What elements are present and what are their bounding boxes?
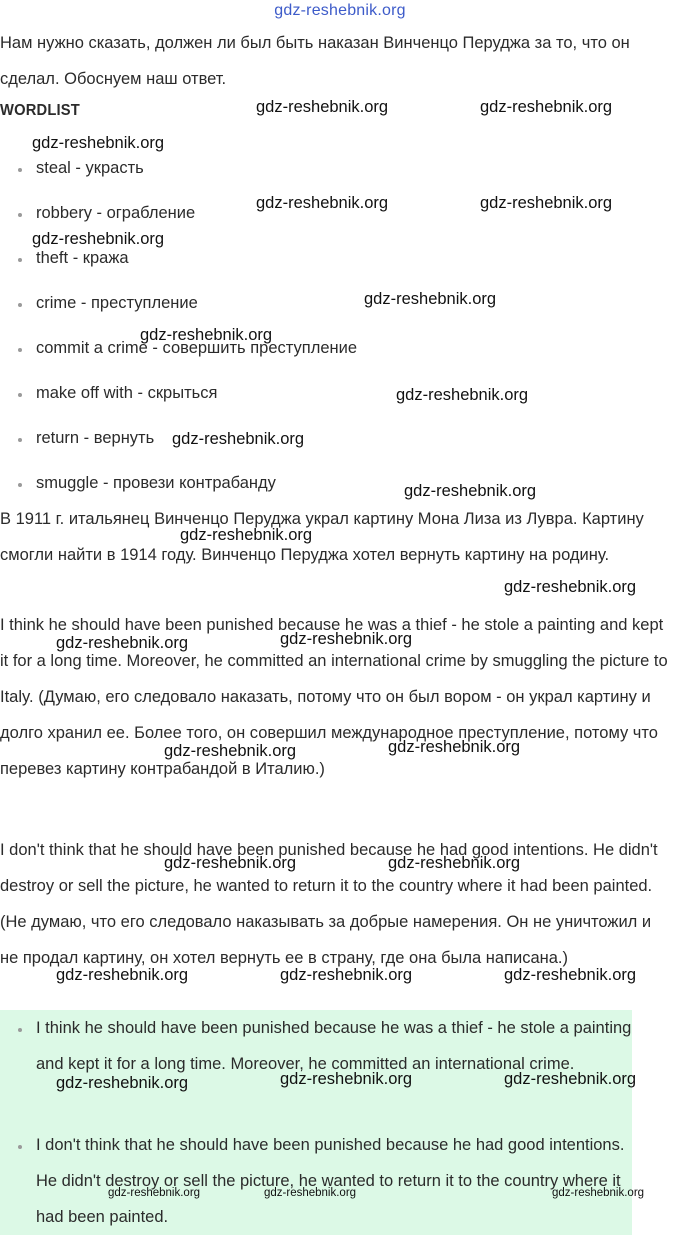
wordlist-heading: WORDLIST: [0, 102, 80, 119]
watermark: gdz-reshebnik.org: [280, 630, 413, 648]
site-watermark-header[interactable]: gdz-reshebnik.org: [274, 2, 406, 19]
watermark: gdz-reshebnik.org: [180, 526, 313, 544]
watermark: gdz-reshebnik.org: [388, 738, 521, 756]
watermark: gdz-reshebnik.org: [108, 1187, 201, 1199]
wordlist-item: make off with - скрыться: [36, 384, 218, 402]
bullet-icon: [18, 393, 22, 397]
wordlist-item: robbery - ограбление: [36, 204, 196, 222]
watermark: gdz-reshebnik.org: [56, 1074, 189, 1092]
watermark: gdz-reshebnik.org: [396, 386, 529, 404]
watermark: gdz-reshebnik.org: [504, 578, 637, 596]
watermark: gdz-reshebnik.org: [280, 1070, 413, 1088]
bullet-icon: [18, 348, 22, 352]
watermark: gdz-reshebnik.org: [388, 854, 521, 872]
watermark: gdz-reshebnik.org: [364, 290, 497, 308]
bullet-icon: [18, 213, 22, 217]
bullet-icon: [18, 438, 22, 442]
bullet-icon: [18, 1028, 22, 1032]
watermark: gdz-reshebnik.org: [480, 98, 613, 116]
wordlist-item: steal - украсть: [36, 159, 144, 177]
wordlist-item: crime - преступление: [36, 294, 198, 312]
watermark: gdz-reshebnik.org: [56, 966, 189, 984]
wordlist-item: theft - кража: [36, 249, 129, 267]
summary-item: I don't think that he should have been punished because he had good intentions. He didn't destroy or sell the picture, he wanted to return it to the country where it had been painted.: [36, 1136, 625, 1226]
watermark: gdz-reshebnik.org: [164, 854, 297, 872]
bullet-icon: [18, 1145, 22, 1149]
summary-box: [0, 1010, 632, 1235]
watermark: gdz-reshebnik.org: [404, 482, 537, 500]
watermark: gdz-reshebnik.org: [140, 326, 273, 344]
watermark: gdz-reshebnik.org: [56, 634, 189, 652]
bullet-icon: [18, 303, 22, 307]
watermark: gdz-reshebnik.org: [32, 230, 165, 248]
watermark: gdz-reshebnik.org: [480, 194, 613, 212]
bullet-icon: [18, 258, 22, 262]
wordlist-item: smuggle - провези контрабанду: [36, 474, 276, 492]
watermark: gdz-reshebnik.org: [172, 430, 305, 448]
intro-paragraph: Нам нужно сказать, должен ли был быть наказан Винченцо Перуджа за то, что он сделал. Обоснуем наш ответ.: [0, 34, 630, 88]
watermark: gdz-reshebnik.org: [504, 1070, 637, 1088]
watermark: gdz-reshebnik.org: [164, 742, 297, 760]
answer-paragraph-1: I think he should have been punished because he was a thief - he stole a painting and kept it for a long time. Moreover, he committed an international crime by smuggling the picture to Italy. (Думаю, его следовало наказать, потому что он был вором - он украл картину и долго хранил ее. Более того, он совершил международное преступление, потому что перевез картину контрабандой в Италию.): [0, 616, 668, 778]
story-paragraph: В 1911 г. итальянец Винченцо Перуджа украл картину Мона Лиза из Лувра. Картину смогли найти в 1914 году. Винченцо Перуджа хотел вернуть картину на родину.: [0, 510, 644, 564]
answer-paragraph-2: I don't think that he should have been punished because he had good intentions. He didn't destroy or sell the picture, he wanted to return it to the country where it had been painted. (Не думаю, что его следовало наказывать за добрые намерения. Он не уничтожил и не продал картину, он хотел вернуть ее в страну, где она была написана.): [0, 841, 658, 967]
wordlist-item: commit a crime - совершить преступление: [36, 339, 358, 357]
watermark: gdz-reshebnik.org: [256, 98, 389, 116]
watermark: gdz-reshebnik.org: [552, 1187, 645, 1199]
watermark: gdz-reshebnik.org: [256, 194, 389, 212]
watermark: gdz-reshebnik.org: [32, 134, 165, 152]
watermark: gdz-reshebnik.org: [504, 966, 637, 984]
watermark: gdz-reshebnik.org: [280, 966, 413, 984]
summary-item: I think he should have been punished because he was a thief - he stole a painting and kept it for a long time. Moreover, he committed an international crime.: [36, 1019, 632, 1073]
watermark: gdz-reshebnik.org: [264, 1187, 357, 1199]
bullet-icon: [18, 168, 22, 172]
wordlist-item: return - вернуть: [36, 429, 155, 447]
bullet-icon: [18, 483, 22, 487]
